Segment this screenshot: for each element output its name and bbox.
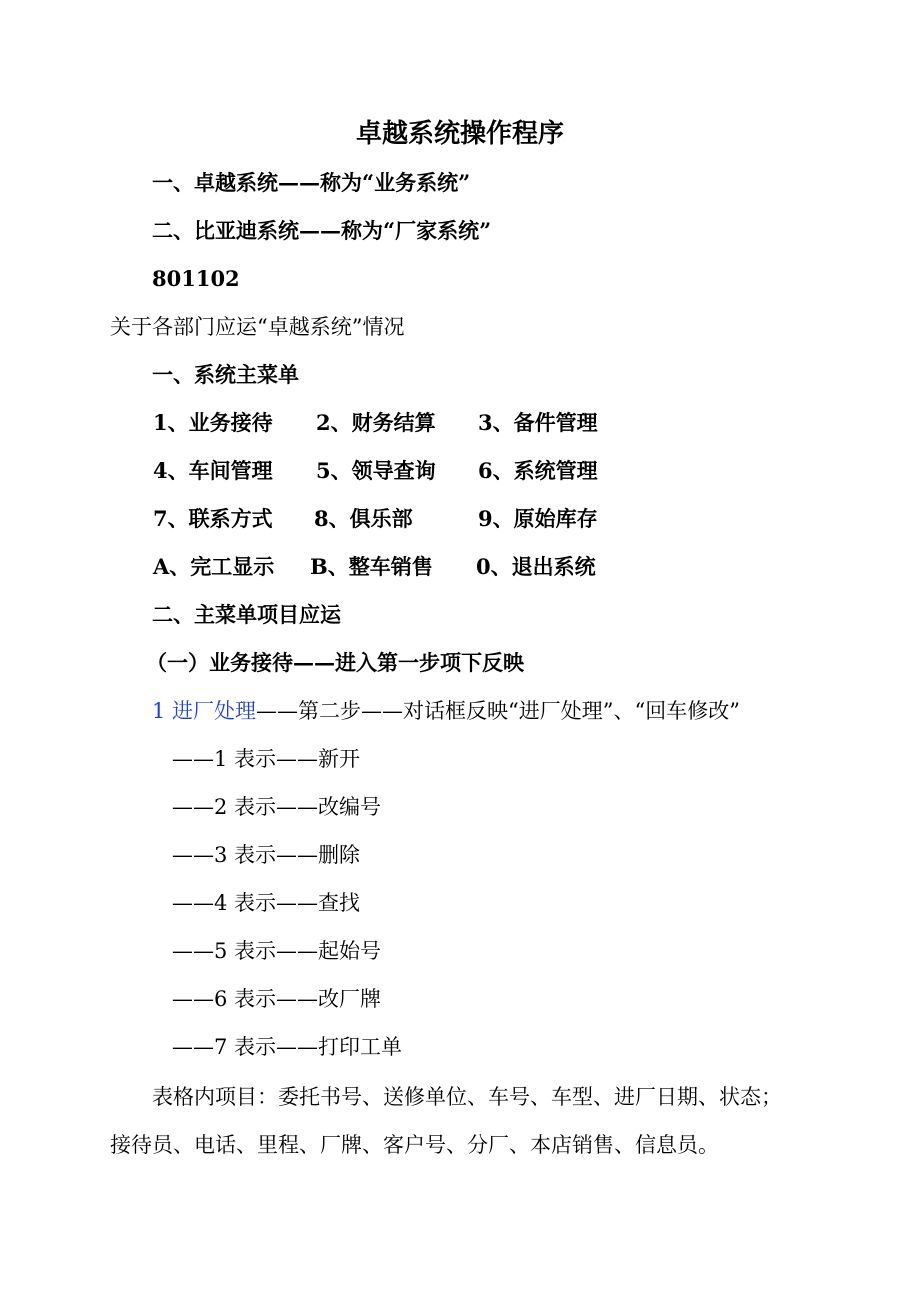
sub-heading: （一）业务接待——进入第一步项下反映 [146, 650, 524, 675]
step-text: ——第二步——对话框反映“进厂处理”、“回车修改” [256, 699, 740, 723]
intro-line-2: 二、比亚迪系统——称为“厂家系统” [152, 218, 492, 243]
main-menu-heading: 一、系统主菜单 [152, 362, 299, 387]
table-items-line-2: 接待员、电话、里程、厂牌、客户号、分厂、本店销售、信息员。 [110, 1133, 719, 1157]
page-title: 卓越系统操作程序 [355, 119, 564, 149]
menu-row [0, 504, 920, 534]
option-line: ——4 表示——查找 [172, 891, 361, 915]
option-line: ——1 表示——新开 [172, 747, 361, 771]
intro-code: 801102 [152, 266, 240, 291]
option-line: ——3 表示——删除 [172, 843, 361, 867]
menu-item: 7、联系方式 [153, 506, 273, 531]
menu-item: 5、领导查询 [316, 458, 436, 483]
step-line [152, 696, 740, 726]
section-heading: 关于各部门应运“卓越系统”情况 [110, 315, 405, 339]
menu-row [0, 456, 920, 486]
option-line: ——7 表示——打印工单 [172, 1035, 403, 1059]
menu-row [0, 408, 920, 438]
menu-item: 2、财务结算 [316, 410, 436, 435]
step-link[interactable]: 1 进厂处理 [152, 699, 257, 723]
option-line: ——6 表示——改厂牌 [172, 987, 382, 1011]
intro-line-1: 一、卓越系统——称为“业务系统” [152, 170, 471, 195]
menu-items-heading: 二、主菜单项目应运 [152, 602, 341, 627]
option-line: ——5 表示——起始号 [172, 939, 382, 963]
menu-row [0, 552, 920, 582]
menu-item: 0、退出系统 [476, 554, 596, 579]
menu-item: 8、俱乐部 [314, 506, 413, 531]
option-line: ——2 表示——改编号 [172, 795, 382, 819]
menu-item: 6、系统管理 [478, 458, 598, 483]
menu-item: 9、原始库存 [478, 506, 598, 531]
menu-item: B、整车销售 [310, 554, 433, 579]
table-items-line-1: 表格内项目：委托书号、送修单位、车号、车型、进厂日期、状态； [152, 1085, 782, 1109]
menu-item: 1、业务接待 [153, 410, 273, 435]
menu-item: A、完工显示 [153, 554, 275, 579]
menu-item: 3、备件管理 [478, 410, 598, 435]
menu-item: 4、车间管理 [153, 458, 273, 483]
